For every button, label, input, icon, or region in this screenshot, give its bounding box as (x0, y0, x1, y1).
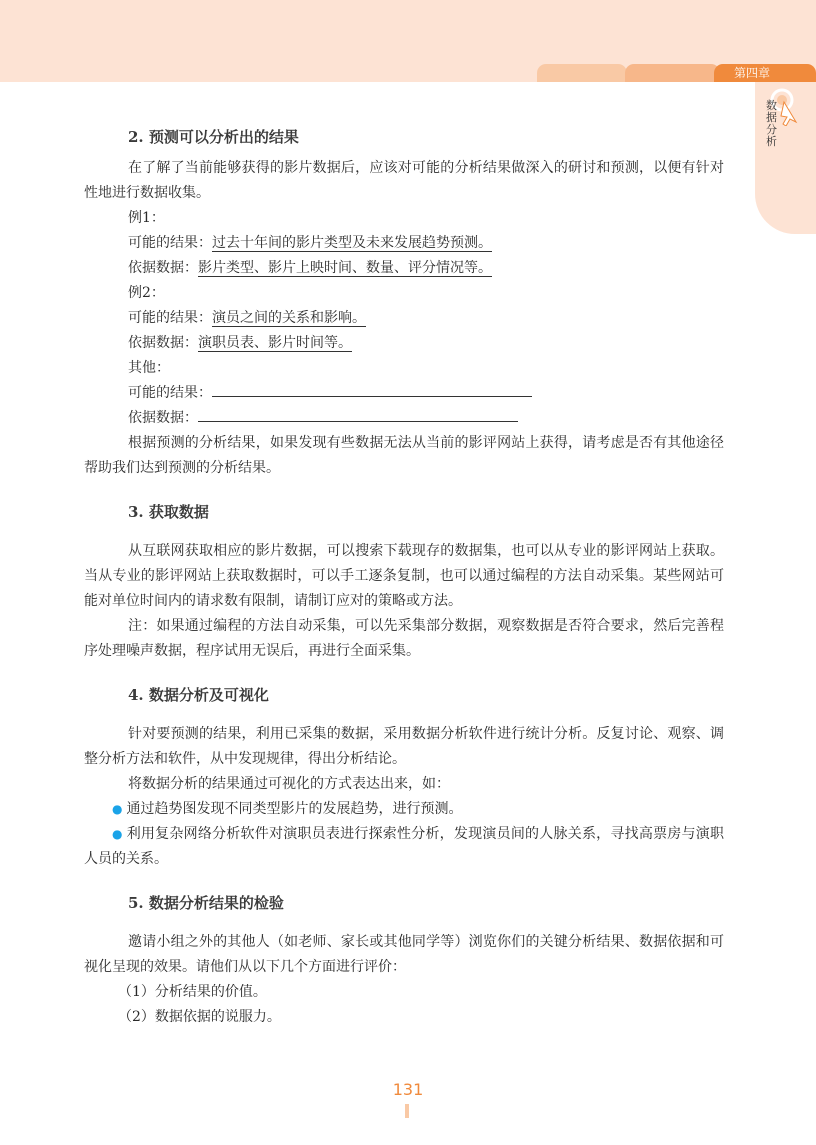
example-1-basis: 依据数据：影片类型、影片上映时间、数量、评分情况等。 (128, 260, 492, 276)
header-tab-decor-1 (537, 64, 627, 82)
example-2-result: 可能的结果：演员之间的关系和影响。 (128, 310, 366, 326)
side-label: 数据分析 (766, 99, 777, 148)
page-number-bar (405, 1104, 409, 1118)
other-label: 其他： (128, 360, 170, 376)
result-blank-line (212, 382, 532, 397)
evaluation-item-1: （1）分析结果的价值。 (118, 984, 267, 1000)
section-5-title: 5. 数据分析结果的检验 (128, 894, 284, 912)
section-2-intro: 在了解了当前能够获得的影片数据后，应该对可能的分析结果做深入的研讨和预测，以便有针对性地进行数据收集。 (84, 160, 724, 201)
example-2-basis: 依据数据：演职员表、影片时间等。 (128, 335, 352, 351)
bullet-item-2: ● 利用复杂网络分析软件对演职员表进行探索性分析，发现演员间的人脉关系，寻找高票房与演职人员的关系。 (84, 826, 724, 867)
chapter-tab: 第四章 (714, 64, 816, 82)
section-2-title: 2. 预测可以分析出的结果 (128, 128, 299, 146)
example-1-result: 可能的结果：过去十年间的影片类型及未来发展趋势预测。 (128, 235, 492, 251)
section-4-paragraph-1: 针对要预测的结果，利用已采集的数据，采用数据分析软件进行统计分析。反复讨论、观察、调整分析方法和软件，从中发现规律，得出分析结论。 (84, 726, 724, 767)
basis-blank-line (198, 407, 518, 422)
example-1-label: 例1： (128, 210, 165, 226)
other-result: 可能的结果： (84, 381, 724, 406)
bullet-item-1: ● 通过趋势图发现不同类型影片的发展趋势，进行预测。 (112, 801, 463, 817)
evaluation-item-2: （2）数据依据的说服力。 (118, 1009, 281, 1025)
example-2-label: 例2： (128, 285, 165, 301)
other-basis: 依据数据： (84, 406, 724, 431)
bullet-dot-icon: ● (112, 827, 123, 841)
section-2-outro: 根据预测的分析结果，如果发现有些数据无法从当前的影评网站上获得，请考虑是否有其他途径帮助我们达到预测的分析结果。 (84, 435, 724, 476)
section-3-paragraph-1: 从互联网获取相应的影片数据，可以搜索下载现存的数据集，也可以从专业的影评网站上获取。当从专业的影评网站上获取数据时，可以手工逐条复制，也可以通过编程的方法自动采集。某些网站可能对单位时间内的请求数有限制，请制订应对的策略或方法。 (84, 543, 724, 609)
section-3-title: 3. 获取数据 (128, 503, 209, 521)
section-5-paragraph-1: 邀请小组之外的其他人（如老师、家长或其他同学等）浏览你们的关键分析结果、数据依据和可视化呈现的效果。请他们从以下几个方面进行评价： (84, 934, 724, 975)
section-4-paragraph-2: 将数据分析的结果通过可视化的方式表达出来，如： (128, 776, 450, 792)
header-tab-decor-2 (625, 64, 720, 82)
bullet-dot-icon: ● (112, 802, 123, 816)
page-content (84, 124, 724, 1030)
section-3-note: 注：如果通过编程的方法自动采集，可以先采集部分数据，观察数据是否符合要求，然后完善程序处理噪声数据，程序试用无误后，再进行全面采集。 (84, 618, 724, 659)
section-4-title: 4. 数据分析及可视化 (128, 686, 269, 704)
page-number: 131 (392, 1080, 424, 1099)
